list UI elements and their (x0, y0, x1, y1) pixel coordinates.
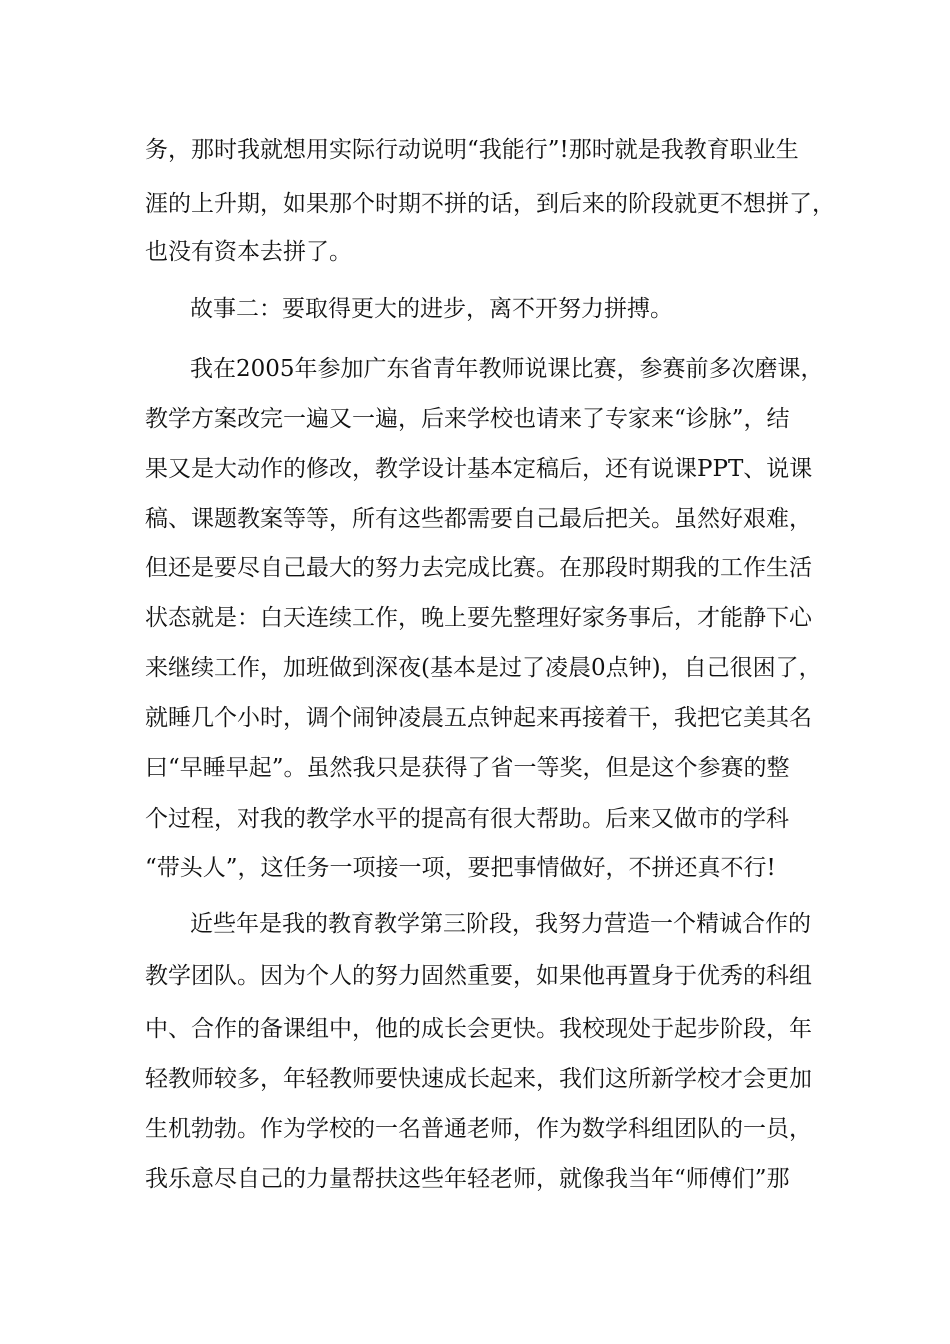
section-heading: 故事二：要取得更大的进步，离不开努力拼搏。 (190, 296, 673, 322)
text-line: 教学方案改完一遍又一遍，后来学校也请来了专家来“诊脉”，结 (145, 406, 790, 432)
text-line: 涯的上升期，如果那个时期不拼的话，到后来的阶段就更不想拼了， (145, 191, 835, 217)
text-line: “带头人”，这任务一项接一项，要把事情做好，不拼还真不行! (145, 855, 776, 881)
text-line: 果又是大动作的修改，教学设计基本定稿后，还有说课PPT、说课 (145, 456, 813, 482)
text-line: 也没有资本去拼了。 (145, 239, 352, 265)
text-line: 曰“早睡早起”。虽然我只是获得了省一等奖，但是这个参赛的整 (145, 755, 790, 781)
text-line: 来继续工作，加班做到深夜(基本是过了凌晨0点钟)，自己很困了， (145, 655, 822, 681)
text-line: 教学团队。因为个人的努力固然重要，如果他再置身于优秀的科组 (145, 963, 812, 989)
text-line: 就睡几个小时，调个闹钟凌晨五点钟起来再接着干，我把它美其名 (145, 705, 812, 731)
text-line: 状态就是：白天连续工作，晚上要先整理好家务事后，才能静下心 (145, 605, 812, 631)
text-line: 我在2005年参加广东省青年教师说课比赛，参赛前多次磨课， (190, 356, 824, 382)
text-line: 轻教师较多，年轻教师要快速成长起来，我们这所新学校才会更加 (145, 1066, 812, 1092)
text-line: 近些年是我的教育教学第三阶段，我努力营造一个精诚合作的 (190, 911, 811, 937)
text-line: 生机勃勃。作为学校的一名普通老师，作为数学科组团队的一员， (145, 1116, 812, 1142)
text-line: 我乐意尽自己的力量帮扶这些年轻老师，就像我当年“师傅们”那 (145, 1166, 790, 1192)
text-line: 个过程，对我的教学水平的提高有很大帮助。后来又做市的学科 (145, 806, 789, 832)
text-line: 稿、课题教案等等，所有这些都需要自己最后把关。虽然好艰难， (145, 506, 812, 532)
text-line: 中、合作的备课组中，他的成长会更快。我校现处于起步阶段，年 (145, 1016, 812, 1042)
text-line: 但还是要尽自己最大的努力去完成比赛。在那段时期我的工作生活 (145, 555, 812, 581)
text-line: 务，那时我就想用实际行动说明“我能行”!那时就是我教育职业生 (145, 137, 799, 163)
